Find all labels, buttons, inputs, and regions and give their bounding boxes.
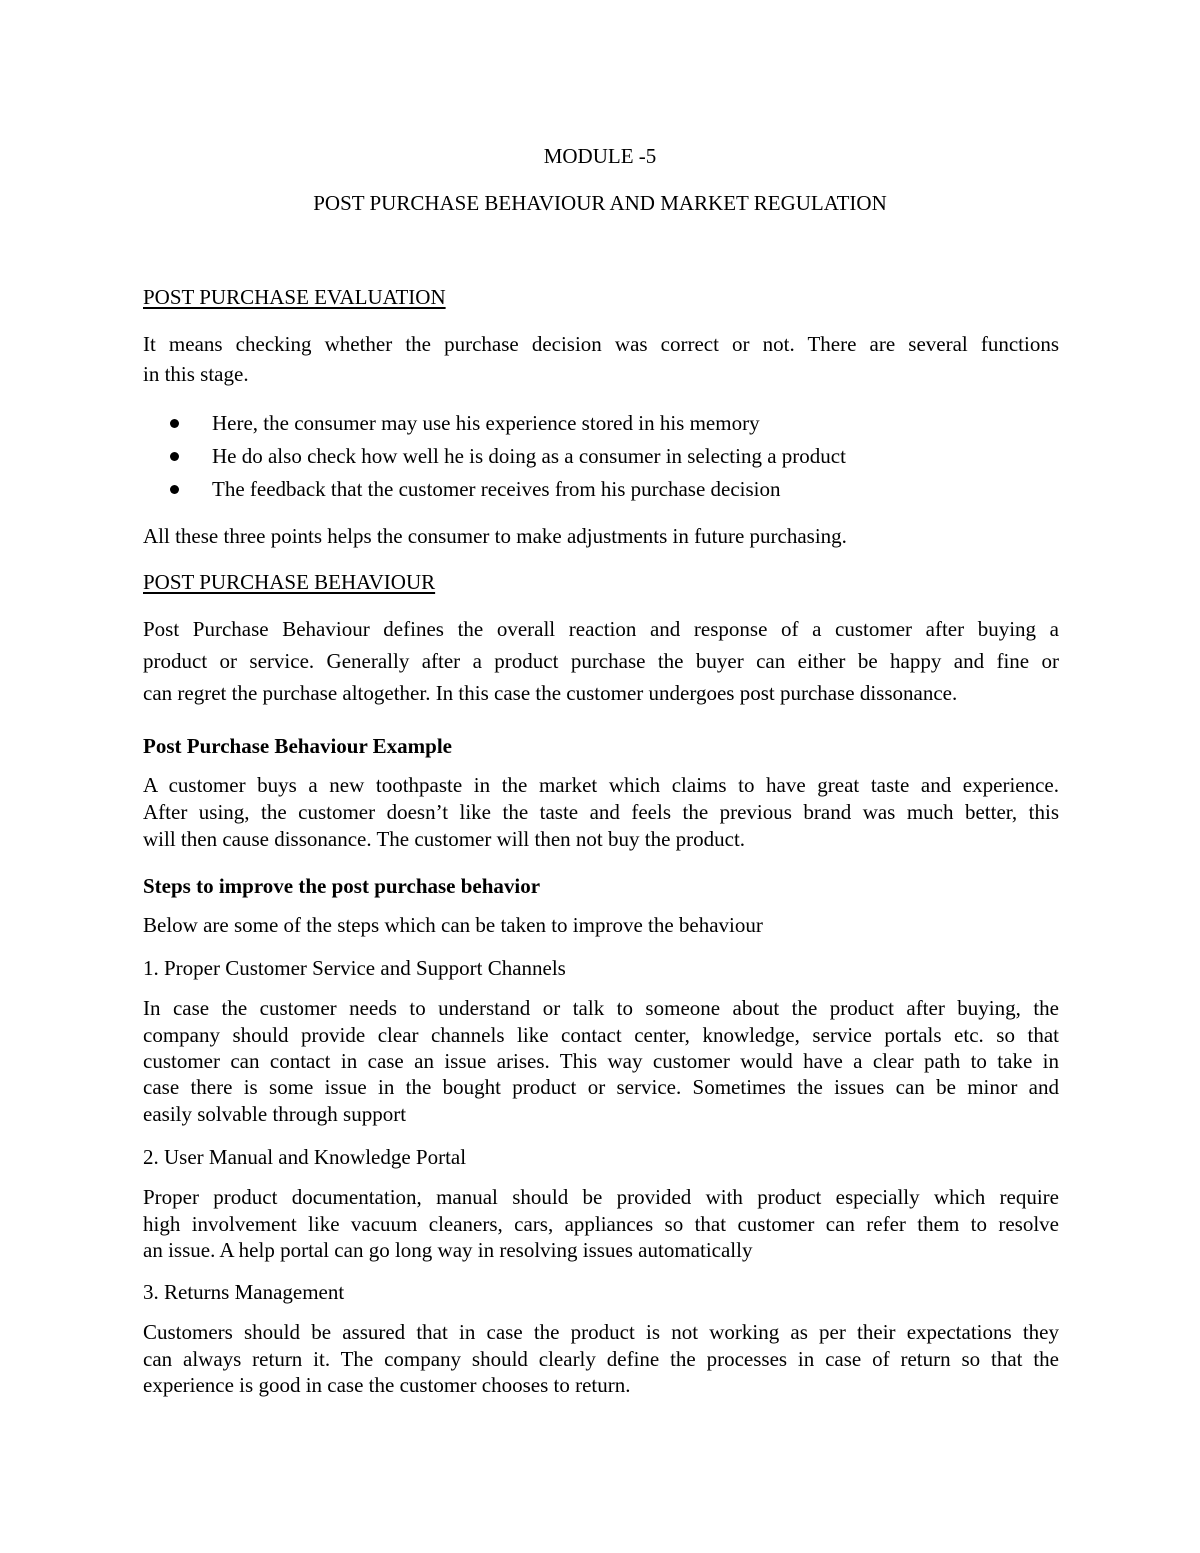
evaluation-para-line: in this stage. <box>143 362 249 386</box>
step-body-line: Customers should be assured that in case the product is not working as per their expectations they <box>143 1320 1059 1344</box>
example-para-line: A customer buys a new toothpaste in the market which claims to have great taste and experience. <box>143 773 1059 797</box>
bullet-icon <box>170 452 179 461</box>
behaviour-para-line: Post Purchase Behaviour defines the overall reaction and response of a customer after buying a <box>143 617 1059 641</box>
bullet-icon <box>170 419 179 428</box>
section-heading-behaviour: POST PURCHASE BEHAVIOUR <box>143 570 436 594</box>
bullet-text: Here, the consumer may use his experience stored in his memory <box>212 411 760 435</box>
evaluation-summary: All these three points helps the consumer to make adjustments in future purchasing. <box>143 524 847 548</box>
example-para-line: After using, the customer doesn’t like the taste and feels the previous brand was much better, this <box>143 800 1059 824</box>
step-body-line: experience is good in case the customer chooses to return. <box>143 1373 631 1397</box>
bullet-icon <box>170 485 179 494</box>
step-body-line: In case the customer needs to understand or talk to someone about the product after buying, the <box>143 996 1059 1020</box>
steps-heading: Steps to improve the post purchase behavior <box>143 874 541 898</box>
bullet-text: The feedback that the customer receives from his purchase decision <box>212 477 781 501</box>
step-body-line: high involvement like vacuum cleaners, cars, appliances so that customer can refer them to resolve <box>143 1212 1059 1236</box>
example-para-line: will then cause dissonance. The customer will then not buy the product. <box>143 827 746 851</box>
steps-intro: Below are some of the steps which can be taken to improve the behaviour <box>143 913 763 937</box>
step-body-line: can always return it. The company should clearly define the processes in case of return so that the <box>143 1347 1059 1371</box>
behaviour-para-line: can regret the purchase altogether. In this case the customer undergoes post purchase dissonance. <box>143 681 958 705</box>
module-title: MODULE -5 <box>543 144 657 168</box>
step-body-line: company should provide clear channels like contact center, knowledge, service portals etc. so that <box>143 1023 1059 1047</box>
step-title: 2. User Manual and Knowledge Portal <box>143 1145 467 1169</box>
step-body-line: Proper product documentation, manual should be provided with product especially which require <box>143 1185 1059 1209</box>
example-heading: Post Purchase Behaviour Example <box>143 734 452 758</box>
step-title: 1. Proper Customer Service and Support Channels <box>143 956 566 980</box>
section-heading-evaluation: POST PURCHASE EVALUATION <box>143 285 446 309</box>
behaviour-para-line: product or service. Generally after a product purchase the buyer can either be happy and fine or <box>143 649 1059 673</box>
step-body-line: case there is some issue in the bought product or service. Sometimes the issues can be minor and <box>143 1075 1059 1099</box>
step-body-line: an issue. A help portal can go long way in resolving issues automatically <box>143 1238 753 1262</box>
step-title: 3. Returns Management <box>143 1280 345 1304</box>
step-body-line: customer can contact in case an issue arises. This way customer would have a clear path to take in <box>143 1049 1059 1073</box>
step-body-line: easily solvable through support <box>143 1102 407 1126</box>
bullet-text: He do also check how well he is doing as a consumer in selecting a product <box>212 444 846 468</box>
main-title: POST PURCHASE BEHAVIOUR AND MARKET REGULATION <box>313 191 887 215</box>
evaluation-para-line: It means checking whether the purchase decision was correct or not. There are several functions <box>143 332 1059 356</box>
